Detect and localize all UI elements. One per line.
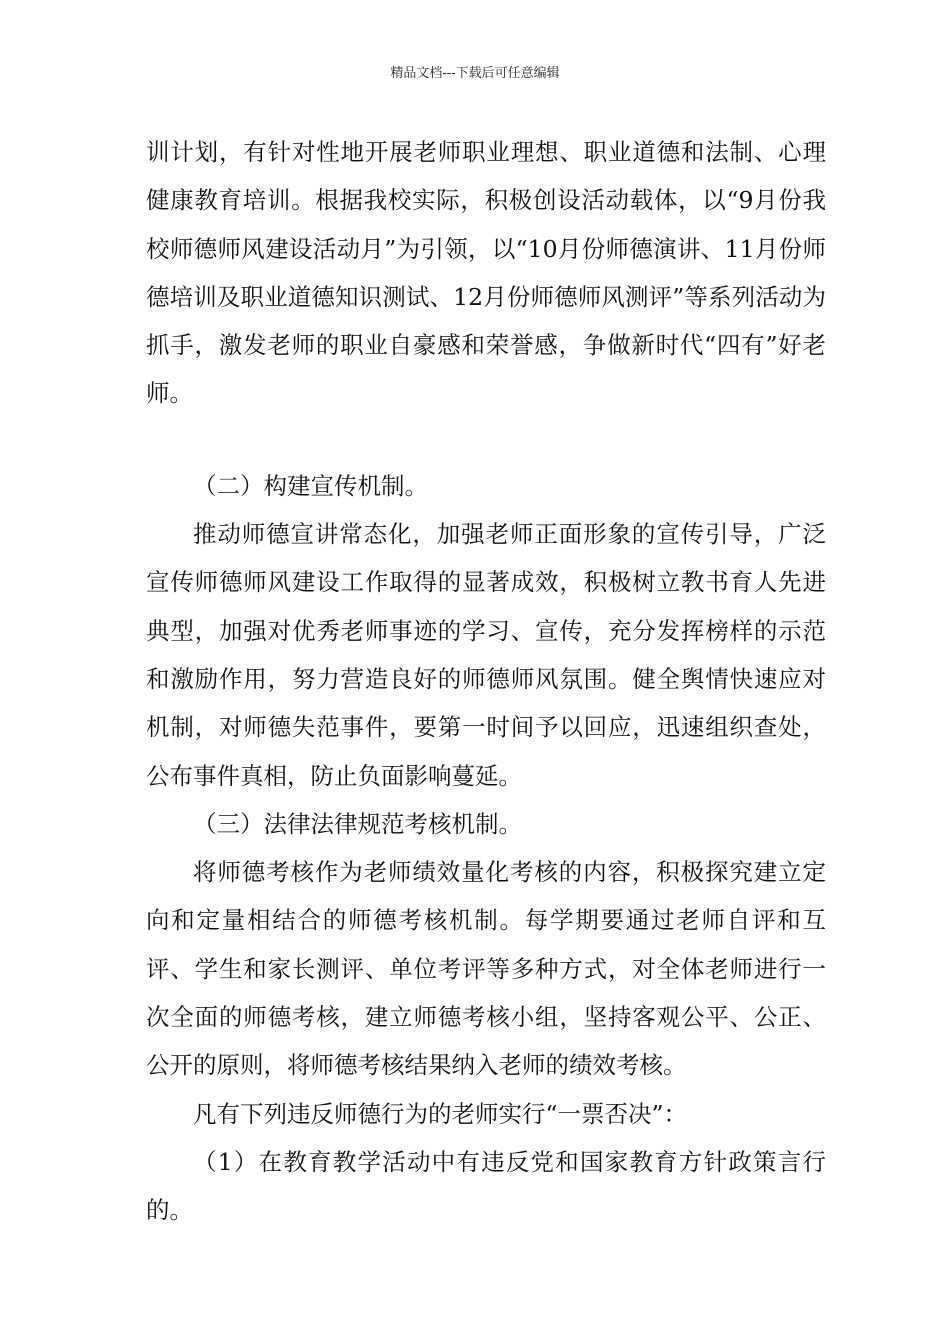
section-heading-assessment: （三）法律法律规范考核机制。 (193, 809, 522, 838)
paragraph-training-plan: 训计划，有针对性地开展老师职业理想、职业道德和法制、心理健康教育培训。根据我校实际，积极创设活动载体，以“9月份我校师德师风建设活动月”为引领，以“10月份师德演讲、11月份师德培训及职业道德知识测试、12月份师德师风测评”等系列活动为抓手，激发老师的职业自豪感和荣誉感，争做新时代“四有”好老师。 (146, 138, 826, 408)
paragraph-publicity: 推动师德宣讲常态化，加强老师正面形象的宣传引导，广泛宣传师德师风建设工作取得的显著成效，积极树立教书育人先进典型，加强对优秀老师事迹的学习、宣传，充分发挥榜样的示范和激励作用，努力营造良好的师德师风氛围。健全舆情快速应对机制，对师德失范事件，要第一时间予以回应，迅速组织查处，公布事件真相，防止负面影响蔓延。 (146, 520, 826, 790)
paragraph-veto-intro: 凡有下列违反师德行为的老师实行“一票否决”： (193, 1099, 688, 1128)
section-heading-publicity: （二）构建宣传机制。 (193, 471, 428, 500)
document-body (146, 128, 826, 1235)
list-item-veto-1: （1）在教育教学活动中有违反党和国家教育方针政策言行的。 (146, 1147, 826, 1225)
page-header: 精品文档---下载后可任意编辑 (390, 66, 560, 81)
paragraph-assessment: 将师德考核作为老师绩效量化考核的内容，积极探究建立定向和定量相结合的师德考核机制。每学期要通过老师自评和互评、学生和家长测评、单位考评等多种方式，对全体老师进行一次全面的师德考核，建立师德考核小组，坚持客观公平、公正、公开的原则，将师德考核结果纳入老师的绩效考核。 (146, 858, 826, 1080)
